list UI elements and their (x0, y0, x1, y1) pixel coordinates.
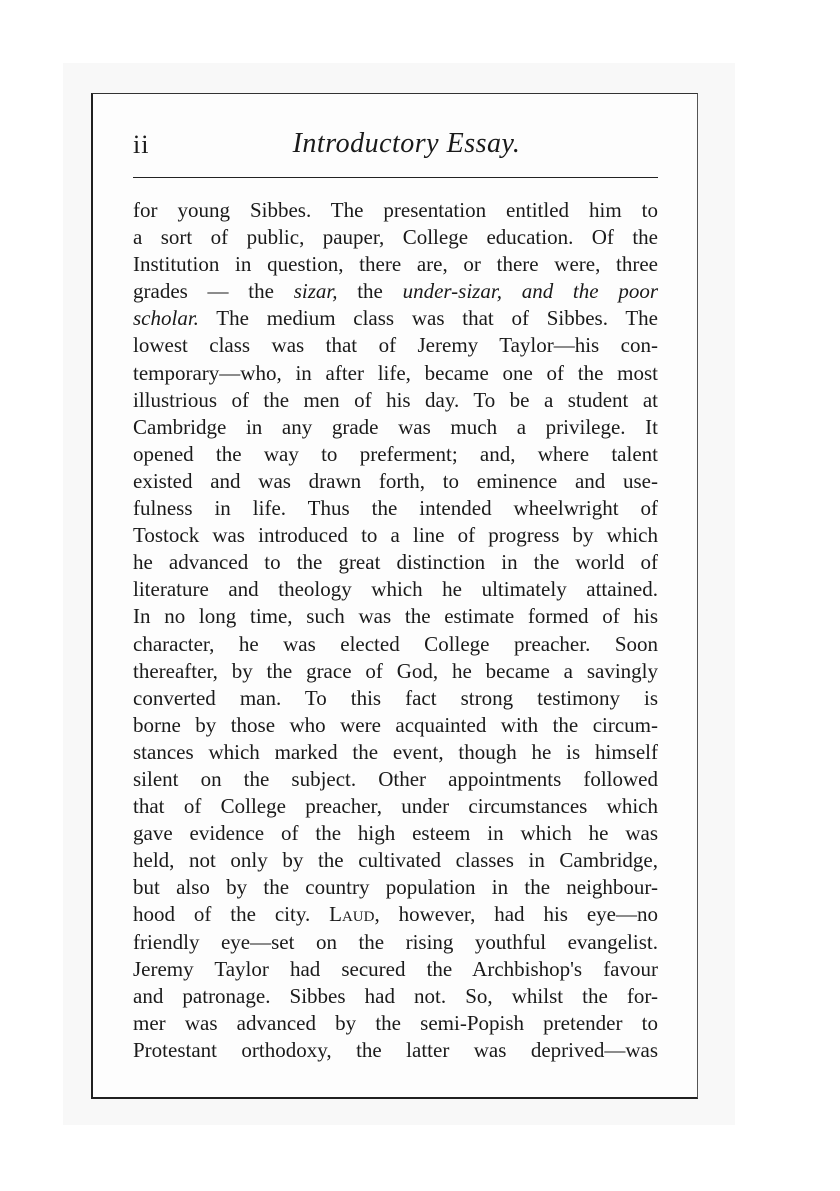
text-line: lowest class was that of Jeremy Taylor—his con- (133, 333, 658, 358)
text-line: opened the way to preferment; and, where talent (133, 441, 658, 466)
text-line: converted man. To this fact strong testimony is (133, 685, 658, 710)
text-run: , however, had his eye—no (374, 902, 658, 927)
page-header (133, 128, 658, 168)
text-line: a sort of public, pauper, College education. Of the (133, 225, 658, 250)
text-line: illustrious of the men of his day. To be a student at (133, 387, 658, 412)
text-line: Protestant orthodoxy, the latter was deprived—was (133, 1037, 658, 1062)
text-run: the (337, 279, 403, 304)
text-run: grades — the (133, 279, 294, 304)
text-line: for young Sibbes. The presentation entitled him to (133, 198, 658, 222)
text-line: temporary—who, in after life, became one of the most (133, 360, 658, 385)
italic-term-sizar: sizar, (293, 279, 338, 304)
text-line: borne by those who were acquainted with the circum- (133, 712, 658, 737)
italic-term-scholar: scholar. (133, 306, 199, 331)
text-line: Tostock was introduced to a line of progress by which (133, 523, 658, 548)
text-line: that of College preacher, under circumstances which (133, 794, 658, 819)
text-line: gave evidence of the high esteem in which he was (133, 821, 658, 846)
body-text (133, 197, 658, 1064)
text-line: mer was advanced by the semi-Popish pretender to (133, 1010, 658, 1035)
text-line: held, not only by the cultivated classes in Cambridge, (133, 848, 658, 873)
text-line: existed and was drawn forth, to eminence and use- (133, 468, 658, 493)
text-line: silent on the subject. Other appointments followed (133, 766, 658, 791)
text-line: Cambridge in any grade was much a privilege. It (133, 414, 658, 439)
running-title: Introductory Essay. (292, 128, 521, 159)
text-line: stances which marked the event, though he is himself (133, 739, 658, 764)
text-run: The medium class was that of Sibbes. The (198, 306, 658, 331)
text-line-with-small-caps (133, 901, 658, 928)
text-line: but also by the country population in the neighbour- (133, 875, 658, 900)
text-line: literature and theology which he ultimately attained. (133, 577, 658, 602)
italic-term-under-sizar: under-sizar, and the poor (402, 279, 658, 304)
text-line-with-italics (133, 305, 658, 332)
text-run: hood of the city. (133, 902, 330, 927)
small-caps-name-laud: Laud (329, 902, 375, 927)
text-line: Institution in question, there are, or there were, three (133, 252, 658, 277)
text-line: he advanced to the great distinction in the world of (133, 550, 658, 575)
header-rule (133, 177, 658, 178)
text-line: Jeremy Taylor had secured the Archbishop's favour (133, 956, 658, 981)
text-line: character, he was elected College preacher. Soon (133, 631, 658, 656)
page-number: ii (133, 130, 150, 159)
text-line: fulness in life. Thus the intended wheelwright of (133, 496, 658, 521)
text-line-with-italics (133, 278, 658, 305)
text-line: friendly eye—set on the rising youthful evangelist. (133, 929, 658, 954)
text-line: In no long time, such was the estimate formed of his (133, 604, 658, 629)
text-line: thereafter, by the grace of God, he became a savingly (133, 658, 658, 683)
text-line: and patronage. Sibbes had not. So, whilst the for- (133, 983, 658, 1008)
